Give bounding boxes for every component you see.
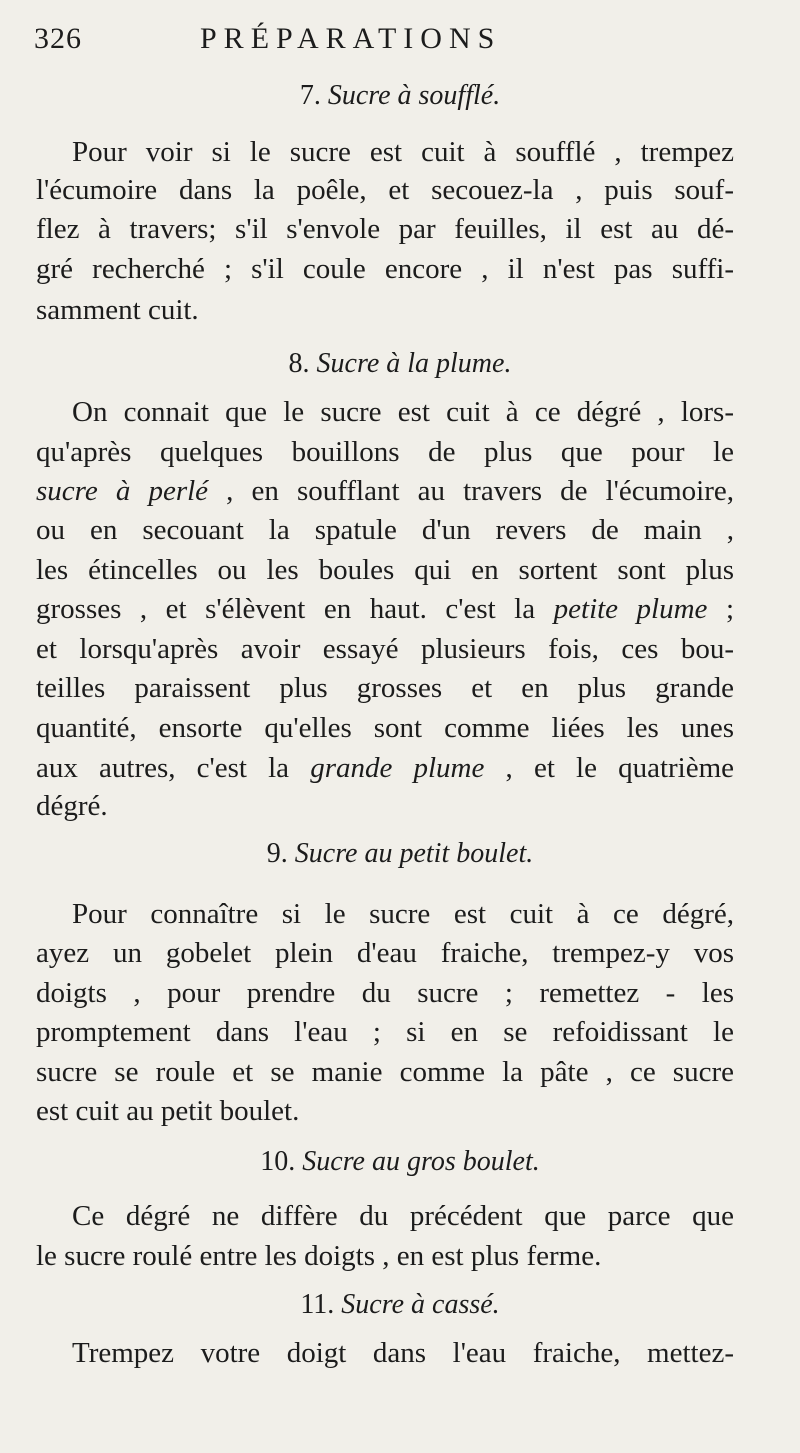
- text-line: Trempez votre doigt dans l'eau fraiche, mettez-: [72, 1337, 734, 1369]
- italic-term: sucre à perlé: [36, 475, 209, 507]
- text-line: ou en secouant la spatule d'un revers de main ,: [36, 514, 734, 546]
- text-line: Pour voir si le sucre est cuit à soufflé , trempez: [72, 136, 734, 168]
- text-fragment: aux autres, c'est la: [36, 752, 290, 784]
- text-line: Pour connaître si le sucre est cuit à ce dégré,: [72, 898, 734, 930]
- text-line: ayez un gobelet plein d'eau fraiche, trempez-y vos: [36, 937, 734, 969]
- section-title: Sucre à la plume.: [316, 348, 512, 379]
- text-line: les étincelles ou les boules qui en sortent sont plus: [36, 554, 734, 586]
- text-line: sucre se roule et se manie comme la pâte , ce sucre: [36, 1056, 734, 1088]
- section-number: 11.: [300, 1289, 335, 1320]
- italic-term: grande plume: [310, 752, 485, 784]
- section-title: Sucre à soufflé.: [327, 80, 501, 111]
- section-heading-11: [0, 1289, 800, 1321]
- text-line: le sucre roulé entre les doigts , en est plus ferme.: [36, 1240, 602, 1272]
- page-number: 326: [34, 22, 82, 55]
- text-line: doigts , pour prendre du sucre ; remettez - les: [36, 977, 734, 1009]
- text-line: l'écumoire dans la poêle, et secouez-la , puis souf-: [36, 174, 734, 206]
- section-title: Sucre au petit boulet.: [294, 838, 534, 869]
- text-fragment: , en soufflant au travers de l'écumoire,: [226, 475, 735, 507]
- text-line: quantité, ensorte qu'elles sont comme liées les unes: [36, 712, 734, 744]
- text-fragment: grosses , et s'élèvent en haut. c'est la: [36, 593, 536, 625]
- text-line: teilles paraissent plus grosses et en plus grande: [36, 672, 734, 704]
- section-heading-8: [0, 348, 800, 380]
- section-heading-9: [0, 838, 800, 870]
- section-number: 8.: [288, 348, 310, 379]
- text-line: flez à travers; s'il s'envole par feuilles, il est au dé-: [36, 213, 734, 245]
- text-fragment: ;: [725, 593, 735, 625]
- text-line: On connait que le sucre est cuit à ce dégré , lors-: [72, 396, 734, 428]
- text-line: samment cuit.: [36, 294, 199, 326]
- text-line: [36, 750, 734, 786]
- text-line: et lorsqu'après avoir essayé plusieurs fois, ces bou-: [36, 633, 734, 665]
- text-line: [36, 473, 734, 509]
- text-line: gré recherché ; s'il coule encore , il n'est pas suffi-: [36, 253, 734, 285]
- text-line: est cuit au petit boulet.: [36, 1095, 300, 1127]
- section-title: Sucre au gros boulet.: [302, 1146, 540, 1177]
- section-number: 9.: [266, 838, 288, 869]
- section-heading-7: [0, 80, 800, 112]
- section-title: Sucre à cassé.: [341, 1289, 500, 1320]
- text-line: Ce dégré ne diffère du précédent que parce que: [72, 1200, 734, 1232]
- section-heading-10: [0, 1146, 800, 1178]
- running-title: PRÉPARATIONS: [200, 22, 502, 55]
- text-line: promptement dans l'eau ; si en se refoidissant le: [36, 1016, 734, 1048]
- text-line: [36, 591, 734, 627]
- section-number: 7.: [299, 80, 321, 111]
- text-line: qu'après quelques bouillons de plus que pour le: [36, 436, 734, 468]
- text-line: dégré.: [36, 790, 108, 822]
- text-fragment: , et le quatrième: [505, 752, 735, 784]
- italic-term: petite plume: [553, 593, 708, 625]
- section-number: 10.: [260, 1146, 296, 1177]
